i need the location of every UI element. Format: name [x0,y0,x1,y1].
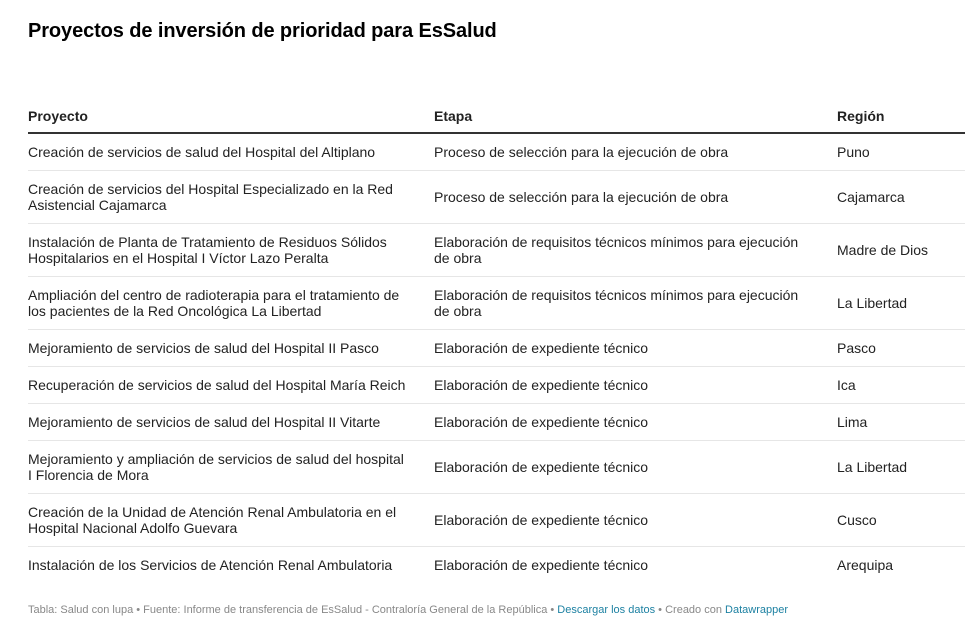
cell-text: Elaboración de expediente técnico [434,512,649,528]
cell-text: Lima [837,414,868,430]
column-header-region[interactable]: Región [837,100,965,133]
cell-text: La Libertad [837,459,908,475]
cell-region [837,277,965,330]
column-header-etapa[interactable]: Etapa [434,100,837,133]
cell-proyecto [28,133,434,171]
cell-etapa [434,330,837,367]
cell-text: Ica [837,377,856,393]
table-header [28,100,965,133]
source-note: Tabla: Salud con lupa • Fuente: Informe de transferencia de EsSalud - Contraloría General de la República • [28,604,558,616]
column-header-proyecto[interactable]: Proyecto [28,100,434,133]
cell-text: Mejoramiento de servicios de salud del Hospital II Vitarte [28,414,381,430]
cell-text: La Libertad [837,295,908,311]
cell-text: Elaboración de expediente técnico [434,377,649,393]
cell-text: Creación de la Unidad de Atención Renal Ambulatoria en el Hospital Nacional Adolfo Guevara [28,504,397,536]
cell-etapa [434,547,837,584]
cell-text: Recuperación de servicios de salud del Hospital María Reich [28,377,406,393]
created-with-note: • Creado con [655,604,726,616]
cell-region [837,133,965,171]
cell-proyecto [28,367,434,404]
cell-text: Arequipa [837,557,894,573]
cell-proyecto [28,330,434,367]
cell-etapa [434,494,837,547]
table-row [28,330,965,367]
cell-text: Elaboración de requisitos técnicos mínimos para ejecución de obra [434,234,799,266]
cell-text: Puno [837,144,870,160]
cell-text: Pasco [837,340,876,356]
cell-proyecto [28,441,434,494]
cell-region [837,441,965,494]
cell-etapa [434,367,837,404]
cell-text: Ampliación del centro de radioterapia para el tratamiento de los pacientes de la Red Oncológica La Libertad [28,287,400,319]
cell-text: Madre de Dios [837,242,929,258]
cell-region [837,330,965,367]
table-row [28,404,965,441]
table-row [28,547,965,584]
cell-text: Instalación de Planta de Tratamiento de Residuos Sólidos Hospitalarios en el Hospital I Víctor Lazo Peralta [28,234,387,266]
table-row [28,441,965,494]
cell-etapa [434,171,837,224]
cell-proyecto [28,547,434,584]
cell-region [837,547,965,584]
cell-etapa [434,133,837,171]
cell-text: Instalación de los Servicios de Atención Renal Ambulatoria [28,557,393,573]
chart-footer [28,604,788,616]
table-row [28,224,965,277]
cell-text: Proceso de selección para la ejecución de obra [434,189,729,205]
cell-etapa [434,277,837,330]
cell-region [837,171,965,224]
cell-text: Proceso de selección para la ejecución de obra [434,144,729,160]
cell-text: Elaboración de expediente técnico [434,459,649,475]
cell-proyecto [28,494,434,547]
cell-text: Mejoramiento y ampliación de servicios de salud del hospital I Florencia de Mora [28,451,404,483]
header-row [28,100,965,133]
cell-text: Mejoramiento de servicios de salud del Hospital II Pasco [28,340,379,356]
chart-title: Proyectos de inversión de prioridad para EsSalud [28,20,497,42]
table-row [28,367,965,404]
cell-etapa [434,404,837,441]
cell-text: Elaboración de expediente técnico [434,414,649,430]
cell-text: Cusco [837,512,877,528]
cell-region [837,494,965,547]
cell-text: Creación de servicios del Hospital Especializado en la Red Asistencial Cajamarca [28,181,393,213]
cell-proyecto [28,171,434,224]
cell-proyecto [28,404,434,441]
table-row [28,494,965,547]
cell-text: Elaboración de expediente técnico [434,340,649,356]
cell-etapa [434,224,837,277]
datawrapper-link[interactable]: Datawrapper [725,604,788,616]
cell-region [837,367,965,404]
cell-text: Creación de servicios de salud del Hospital del Altiplano [28,144,376,160]
download-data-link[interactable]: Descargar los datos [557,604,656,616]
cell-text: Elaboración de requisitos técnicos mínimos para ejecución de obra [434,287,799,319]
cell-etapa [434,441,837,494]
table-row [28,171,965,224]
cell-region [837,224,965,277]
data-table [28,100,965,583]
cell-proyecto [28,277,434,330]
table-body [28,133,965,583]
table-row [28,277,965,330]
table-row [28,133,965,171]
cell-text: Cajamarca [837,189,905,205]
cell-text: Elaboración de expediente técnico [434,557,649,573]
cell-region [837,404,965,441]
cell-proyecto [28,224,434,277]
